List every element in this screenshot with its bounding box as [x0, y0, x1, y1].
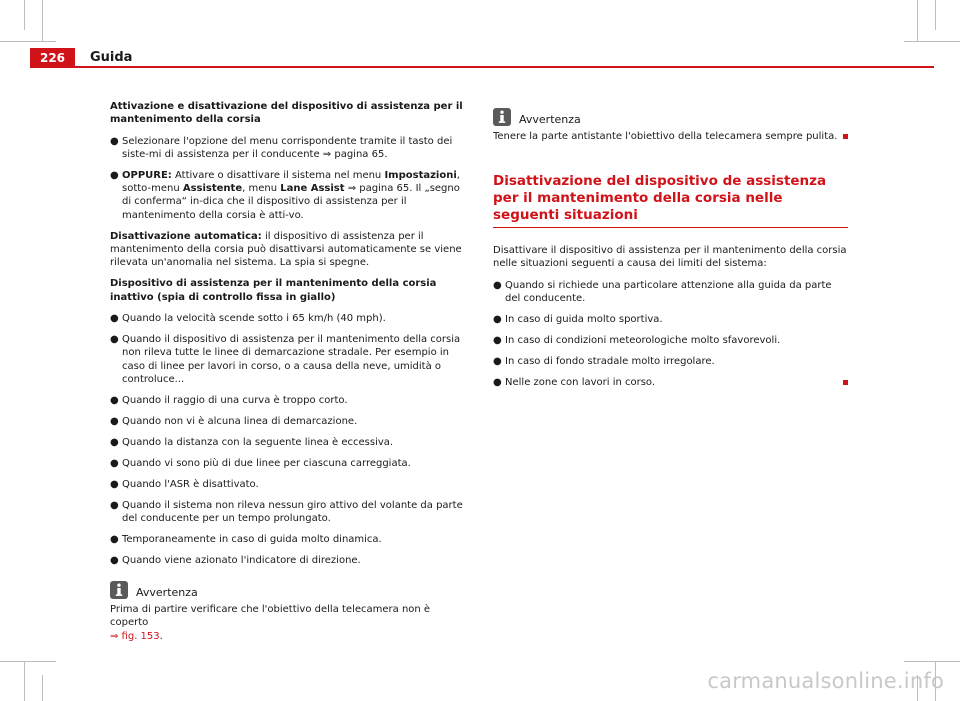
list-item	[493, 334, 848, 347]
list-item-text: In caso di fondo stradale molto irregolare.	[505, 356, 715, 368]
crop-mark	[904, 41, 960, 42]
situations-list	[493, 279, 848, 389]
list-item	[110, 333, 463, 386]
crop-mark	[935, 0, 936, 30]
bullet-icon: ●	[493, 356, 502, 368]
list-item	[110, 415, 463, 428]
bullet-icon: ●	[110, 554, 119, 566]
auto-deactivation-text: il dispositivo di assistenza per il mantenimento della corsia può disattivarsi automaticamente se viene rilevata un'anomalia nel sistema. La spia si spegne.	[110, 230, 462, 268]
oppure-label: OPPURE:	[122, 169, 172, 181]
crop-mark	[42, 0, 43, 41]
list-item-text: In caso di condizioni meteorologiche molto sfavorevoli.	[505, 335, 781, 347]
list-item-text: Quando non vi è alcuna linea di demarcazione.	[122, 415, 358, 427]
auto-deactivation-paragraph	[110, 230, 463, 270]
header-rule	[30, 66, 934, 68]
watermark: carmanualsonline.info	[707, 669, 944, 693]
info-icon	[110, 581, 128, 599]
inactive-heading: Dispositivo di assistenza per il mantenimento della corsia inattivo (spia di controllo fissa in giallo)	[110, 278, 437, 303]
list-item-text: Quando l'ASR è disattivato.	[122, 478, 259, 490]
bullet-icon: ●	[493, 279, 502, 291]
list-item-text-row	[505, 376, 848, 389]
list-item	[493, 279, 848, 305]
bullet-icon: ●	[110, 313, 119, 325]
left-column	[110, 100, 463, 651]
list-item-text: Quando il sistema non rileva nessun giro attivo del volante da parte del conducente per un tempo prolungato.	[122, 499, 463, 524]
list-item	[110, 499, 463, 525]
text-run: , menu	[242, 183, 281, 195]
warning-text	[110, 603, 463, 643]
bullet-icon: ●	[493, 377, 502, 389]
page-number: 226	[30, 48, 75, 68]
list-item	[493, 313, 848, 326]
bullet-icon: ●	[493, 314, 502, 326]
list-item-text: Quando la distanza con la seguente linea è eccessiva.	[122, 436, 394, 448]
crop-mark	[24, 0, 25, 30]
text-run: , sotto-menu	[122, 169, 460, 195]
warning-text-row	[493, 130, 848, 143]
list-item-text: Quando vi sono più di due linee per ciascuna carreggiata.	[122, 457, 411, 469]
menu-name: Impostazioni	[384, 169, 457, 181]
list-item-text: Quando il dispositivo di assistenza per il mantenimento della corsia non rileva tutte le linee di demarcazione stradale. Per esempio in caso di linee per lavori in corso, o a causa della neve, umidità o controluce...	[122, 334, 461, 385]
bullet-icon: ●	[110, 457, 119, 469]
figure-link[interactable]: ⇒ fig. 153	[110, 630, 160, 642]
list-item	[493, 355, 848, 368]
list-item-text: Nelle zone con lavori in corso.	[505, 377, 656, 389]
list-item-text: In caso di guida molto sportiva.	[505, 314, 663, 326]
list-item	[110, 312, 463, 325]
bullet-icon: ●	[110, 533, 119, 545]
list-item	[493, 376, 848, 389]
intro-paragraph: Disattivare il dispositivo di assistenza per il mantenimento della corsia nelle situazioni seguenti a causa dei limiti del sistema:	[493, 245, 847, 270]
section-heading: Disattivazione del dispositivo de assistenza per il mantenimento della corsia nelle seguenti situazioni	[493, 173, 848, 228]
warning-body: Prima di partire verificare che l'obiettivo della telecamera non è coperto	[110, 604, 431, 629]
crop-mark	[42, 675, 43, 701]
list-item	[110, 135, 463, 161]
bullet-icon: ●	[110, 135, 119, 147]
list-item-text: Quando la velocità scende sotto i 65 km/h (40 mph).	[122, 313, 386, 325]
info-icon	[493, 108, 511, 126]
activation-heading: Attivazione e disattivazione del dispositivo di assistenza per il mantenimento della corsia	[110, 101, 463, 126]
crop-mark	[0, 41, 56, 42]
list-item	[110, 436, 463, 449]
section-title: Guida	[90, 50, 133, 65]
list-item-text: Selezionare l'opzione del menu corrispondente tramite il tasto dei siste-mi di assistenza per il conducente ⇒ pagina 65.	[122, 135, 453, 160]
crop-mark	[904, 661, 960, 662]
list-item-text	[122, 169, 463, 222]
crop-mark	[0, 661, 56, 662]
menu-name: Assistente	[182, 183, 243, 195]
end-marker-icon	[843, 134, 848, 139]
list-item-text: Quando viene azionato l'indicatore di direzione.	[122, 554, 361, 566]
warning-end: .	[159, 630, 163, 642]
list-item	[110, 478, 463, 491]
crop-mark	[917, 0, 918, 41]
auto-deactivation-label: Disattivazione automatica:	[110, 230, 262, 242]
inactive-list	[110, 312, 463, 567]
text-run: ⇒ pagina 65. Il „segno di conferma“ in-dica che il dispositivo di assistenza per il mantenimento della corsia è atti-vo.	[122, 183, 460, 221]
list-item	[110, 169, 463, 222]
warning-text: Tenere la parte antistante l'obiettivo della telecamera sempre pulita.	[493, 131, 838, 142]
list-item	[110, 554, 463, 567]
right-column	[493, 108, 848, 397]
bullet-icon: ●	[110, 334, 119, 346]
crop-mark	[24, 661, 25, 701]
warning-title: Avvertenza	[136, 586, 198, 600]
list-item	[110, 394, 463, 407]
list-item-text: Quando si richiede una particolare attenzione alla guida da parte del conducente.	[505, 279, 832, 305]
list-item	[110, 533, 463, 546]
end-marker-icon	[843, 380, 848, 385]
warning-title: Avvertenza	[519, 113, 581, 126]
menu-name: Lane Assist	[280, 183, 345, 195]
bullet-icon: ●	[110, 394, 119, 406]
bullet-icon: ●	[110, 415, 119, 427]
text-run: Attivare o disattivare il sistema nel menu	[171, 169, 385, 181]
list-item-text: Quando il raggio di una curva è troppo corto.	[122, 394, 348, 406]
bullet-icon: ●	[110, 169, 119, 181]
list-item-text: Temporaneamente in caso di guida molto dinamica.	[122, 533, 382, 545]
warning-header	[110, 581, 463, 599]
bullet-icon: ●	[493, 335, 502, 347]
bullet-icon: ●	[110, 499, 119, 511]
list-item	[110, 457, 463, 470]
bullet-icon: ●	[110, 478, 119, 490]
warning-header	[493, 108, 848, 126]
bullet-icon: ●	[110, 436, 119, 448]
